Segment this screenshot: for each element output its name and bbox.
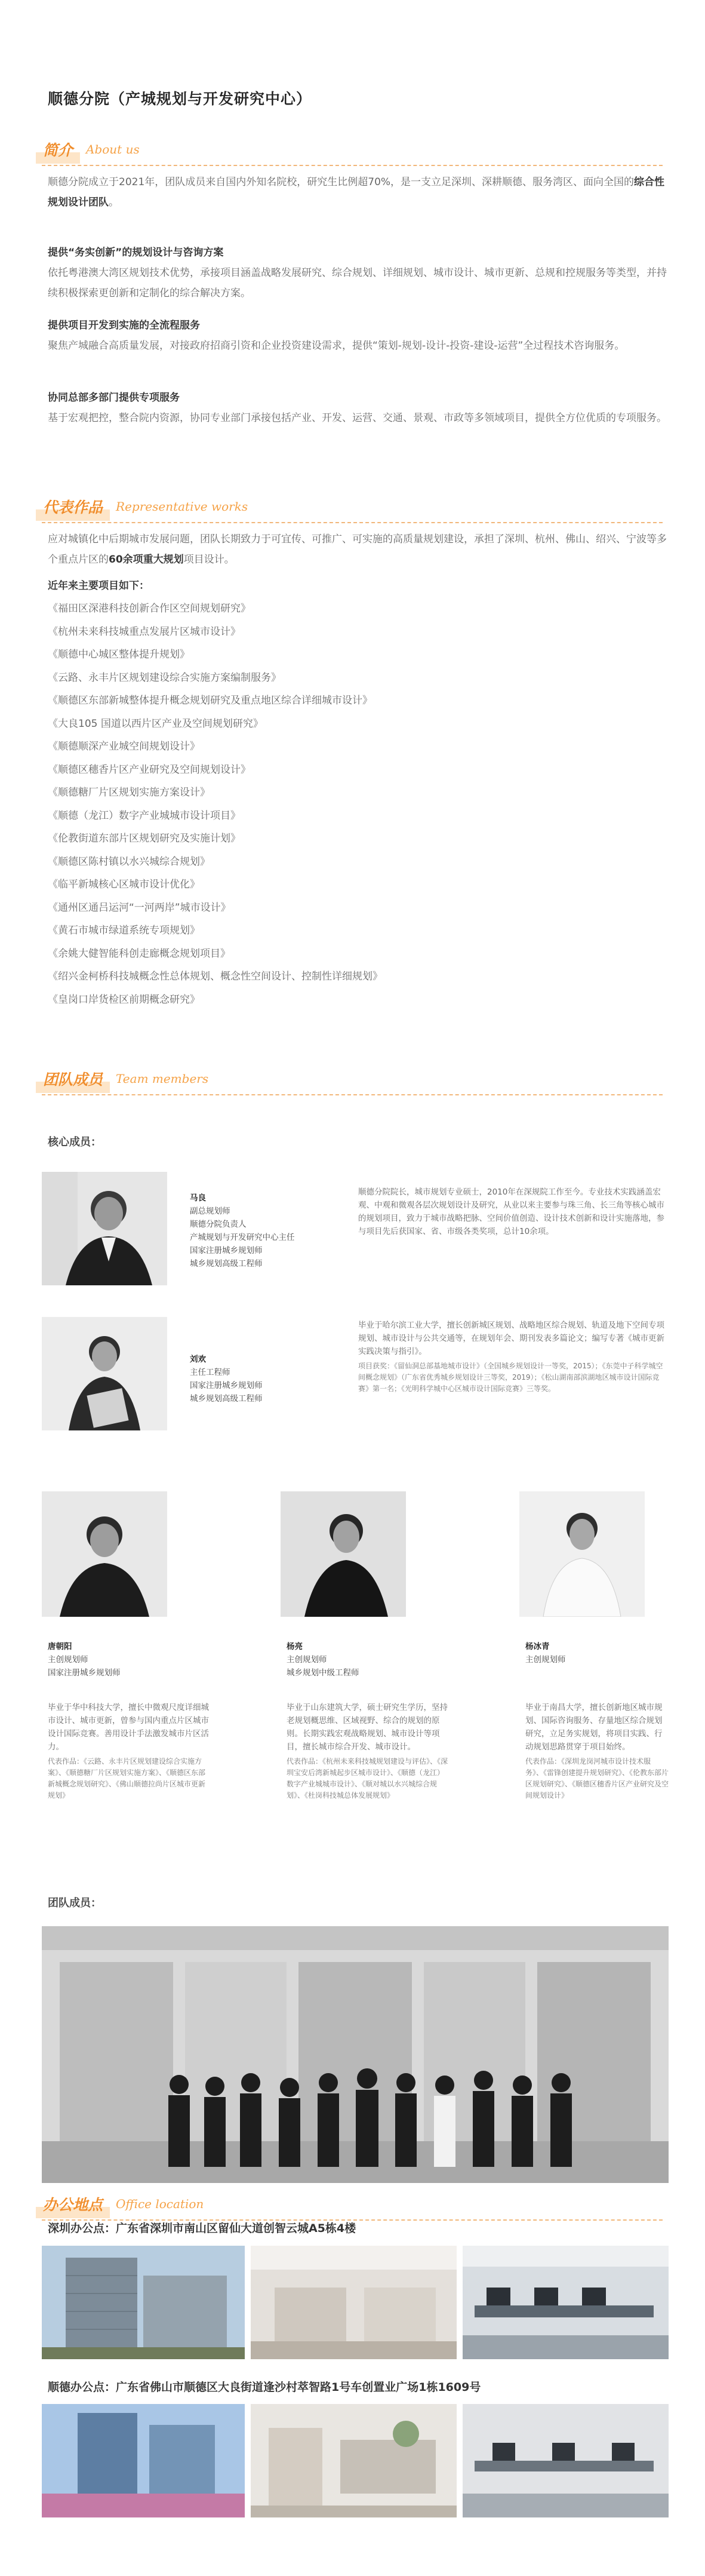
divider <box>42 522 663 523</box>
works-bold: 60余项重大规划 <box>109 554 184 566</box>
divider <box>42 1094 663 1095</box>
work-item: 《大良105 国道以西片区产业及空间规划研究》 <box>48 717 263 730</box>
member-role: 顺德分院负责人 <box>190 1220 247 1229</box>
member-role: 主创规划师 <box>48 1655 88 1665</box>
member-photo <box>281 1491 406 1617</box>
person-photo-icon <box>42 1317 167 1430</box>
person-photo-icon <box>281 1491 406 1617</box>
person-photo-icon <box>519 1491 645 1617</box>
office-interior-icon <box>251 2246 457 2359</box>
member-bio-text: 毕业于哈尔滨工业大学，擅长创新城区规划、战略地区综合规划、轨道及地下空间专项规划、城市设计与公共交通等，在规划年会、期刊发表多篇论文；编写专著《城市更新实践决策与指引》。 <box>358 1321 664 1356</box>
member-role: 城乡规划高级工程师 <box>190 1394 263 1404</box>
member-bio-text: 毕业于山东建筑大学，硕士研究生学历，坚持老规划概思维、区域视野、综合的规划的原则。长期实践宏观战略规划、城市设计等项目，擅长城市综合开发、城市设计。 <box>287 1703 448 1752</box>
member-role: 产城规划与开发研究中心主任 <box>190 1233 295 1242</box>
member-info <box>287 1640 454 1680</box>
member-bio <box>48 1701 209 1801</box>
work-item: 《顺德糖厂片区规划实施方案设计》 <box>48 787 210 799</box>
team-title-cn: 团队成员 <box>36 1068 110 1093</box>
member-photo <box>42 1172 167 1285</box>
member-role: 城乡规划中级工程师 <box>287 1668 359 1678</box>
work-item: 《云路、永丰片区规划建设综合实施方案编制服务》 <box>48 671 281 684</box>
core-members-label: 核心成员： <box>48 1136 101 1149</box>
intro-paragraph-2: 依托粤港澳大湾区规划技术优势，承接项目涵盖战略发展研究、综合规划、详细规划、城市设计、城市更新、总规和控规服务等类型，并持续积极探索更创新和定制化的综合解决方案。 <box>48 267 667 299</box>
member-photo <box>42 1491 167 1617</box>
building-photo-icon <box>42 2404 245 2517</box>
office-section-header <box>36 2193 663 2218</box>
office-photo <box>251 2404 457 2517</box>
works-end: 项目设计。 <box>183 554 235 566</box>
works-section-header <box>36 496 663 521</box>
shunde-office-address: 顺德办公点：广东省佛山市顺德区大良街道逢沙村萃智路1号车创置业广场1栋1609号 <box>48 2381 481 2394</box>
group-photo <box>42 1926 669 2183</box>
member-name: 马良 <box>190 1193 206 1203</box>
work-item: 《余姚大健智能科创走廊概念规划项目》 <box>48 947 230 960</box>
member-role: 城乡规划高级工程师 <box>190 1259 263 1269</box>
office-photo <box>42 2404 245 2517</box>
team-group-photo-icon <box>42 1926 669 2183</box>
work-item: 《顺德区穗香片区产业研究及空间规划设计》 <box>48 763 251 776</box>
member-role: 主创规划师 <box>525 1655 566 1665</box>
intro-title-en: About us <box>86 142 140 156</box>
person-photo-icon <box>42 1172 167 1285</box>
work-item: 《福田区深港科技创新合作区空间规划研究》 <box>48 603 251 615</box>
intro-p1-bold: 综合性规划设计团队 <box>48 176 665 208</box>
work-item: 《顺德顺深产业城空间规划设计》 <box>48 741 200 753</box>
member-bio <box>525 1701 669 1801</box>
office-photo <box>251 2246 457 2359</box>
member-name: 刘欢 <box>190 1355 206 1364</box>
page-title: 顺德分院（产城规划与开发研究中心） <box>48 90 312 108</box>
member-bio-text: 顺德分院院长，城市规划专业硕士，2010年在深规院工作至今。专业技术实践涵盖宏观、中观和微观各层次规划设计及研究，从业以来主要参与珠三角、长三角等核心城市的规划项目，致力于城市战略把脉、空间价值创造、设计技术创新和设计实施落地，参与项目先后获国家、省、市级各类奖项，总计10余项。 <box>358 1187 664 1236</box>
work-item: 《伦教街道东部片区规划研究及实施计划》 <box>48 833 241 845</box>
intro-heading-1: 提供“务实创新”的规划设计与咨询方案 <box>48 247 224 259</box>
works-title-cn: 代表作品 <box>36 496 110 521</box>
intro-p1-text: 顺德分院成立于2021年，团队成员来自国内外知名院校，研究生比例超70%，是一支立足深圳、深耕顺德、服务湾区、面向全国的 <box>48 176 635 188</box>
building-photo-icon <box>42 2246 245 2359</box>
member-info <box>48 1640 215 1680</box>
member-bio-text: 毕业于南昌大学，擅长创新地区城市规划、国际咨询服务、存量地区综合规划研究，立足务实规划，将项目实践、行动规划思路贯穿于项目始终。 <box>525 1703 663 1752</box>
member-bio <box>358 1186 669 1238</box>
team-members-label: 团队成员： <box>48 1897 101 1909</box>
office-photo <box>463 2404 669 2517</box>
works-recent-label: 近年来主要项目如下： <box>48 580 149 592</box>
work-item: 《临平新城核心区城市设计优化》 <box>48 879 200 891</box>
member-role: 国家注册城乡规划师 <box>190 1246 263 1255</box>
work-item: 《顺德区东部新城整体提升概念规划研究及重点地区综合详细城市设计》 <box>48 695 372 707</box>
member-role: 副总规划师 <box>190 1206 230 1216</box>
work-item: 《顺德（龙江）数字产业城城市设计项目》 <box>48 809 241 822</box>
member-role: 国家注册城乡规划师 <box>48 1668 121 1678</box>
office-title-en: Office location <box>116 2197 204 2211</box>
work-item: 《顺德区陈村镇以水兴城综合规划》 <box>48 855 210 868</box>
works-title-en: Representative works <box>116 499 248 514</box>
team-title-en: Team members <box>116 1071 209 1086</box>
work-item: 《绍兴金柯桥科技城概念性总体规划、概念性空间设计、控制性详细规划》 <box>48 971 383 982</box>
member-role: 主创规划师 <box>287 1655 327 1665</box>
member-bio <box>287 1701 448 1801</box>
shenzhen-office-address: 深圳办公点：广东省深圳市南山区留仙大道创智云城A5栋4楼 <box>48 2222 356 2235</box>
works-list <box>48 597 645 1011</box>
intro-title-cn: 简介 <box>36 139 80 164</box>
member-bio-works: 代表作品：《云路、永丰片区规划建设综合实施方案》、《顺德糖厂片区规划实施方案》、《顺德区东部新城概念规划研究》、《佛山顺德拉尚片区城市更新规划》 <box>48 1757 206 1800</box>
office-photo <box>463 2246 669 2359</box>
work-item: 《皇岗口岸货检区前期概念研究》 <box>48 993 200 1006</box>
member-role: 国家注册城乡规划师 <box>190 1381 263 1390</box>
office-workspace-icon <box>463 2246 669 2359</box>
work-item: 《黄石市城市绿道系统专项规划》 <box>48 925 200 937</box>
member-bio <box>358 1319 669 1395</box>
work-item: 《通州区通吕运河“一河两岸”城市设计》 <box>48 901 231 914</box>
member-info <box>525 1640 669 1666</box>
intro-p1-end: 。 <box>109 196 119 208</box>
team-section-header <box>36 1068 663 1093</box>
work-item: 《杭州未来科技城重点发展片区城市设计》 <box>48 625 241 638</box>
office-workspace-icon <box>463 2404 669 2517</box>
divider <box>42 165 663 166</box>
member-info <box>190 1353 321 1405</box>
intro-paragraph-3: 聚焦产城融合高质量发展，对接政府招商引资和企业投资建设需求，提供“策划-规划-设计-投资-建设-运营”全过程技术咨询服务。 <box>48 340 625 352</box>
member-bio-works: 代表作品：《杭州未来科技城规划建设与评估》、《深圳宝安后湾新城起步区城市设计》、《顺德（龙江）数字产业城城市设计》、《顺对城以水兴城综合规划》、《杜岗科技城总体发展规划》 <box>287 1757 448 1800</box>
intro-paragraph-4: 基于宏观把控，整合院内资源，协同专业部门承接包括产业、开发、运营、交通、景观、市政等多领域项目，提供全方位优质的专项服务。 <box>48 412 667 424</box>
intro-heading-2: 提供项目开发到实施的全流程服务 <box>48 320 200 331</box>
intro-paragraph <box>48 172 669 213</box>
member-role: 主任工程师 <box>190 1368 230 1377</box>
work-item: 《顺德中心城区整体提升规划》 <box>48 649 190 661</box>
member-bio-text: 毕业于华中科技大学，擅长中微观尺度详细城市设计、城市更新，曾参与国内重点片区城市设计国际竞赛。善用设计手法激发城市片区活力。 <box>48 1703 209 1752</box>
member-photo <box>42 1317 167 1430</box>
member-name: 唐朝阳 <box>48 1642 72 1651</box>
works-paragraph <box>48 529 669 570</box>
person-photo-icon <box>42 1491 167 1617</box>
intro-heading-3: 协同总部多部门提供专项服务 <box>48 392 180 404</box>
intro-section-header <box>36 139 663 164</box>
office-title-cn: 办公地点 <box>36 2193 110 2218</box>
works-text: 应对城镇化中后期城市发展问题，团队长期致力于可宜传、可推广、可实施的高质量规划建设，承担了深圳、杭州、佛山、绍兴、宁波等多个重点片区的 <box>48 533 667 566</box>
member-name: 杨亮 <box>287 1642 303 1651</box>
office-photo <box>42 2246 245 2359</box>
office-interior-icon <box>251 2404 457 2517</box>
member-bio-works: 代表作品：《深圳龙岗河城市设计技术服务》、《雷锋创建提升规划研究》、《伦教东部片区规划研究》、《顺德区穗香片区产业研究及空间规划设计》 <box>525 1757 669 1800</box>
member-info <box>190 1192 321 1270</box>
member-photo <box>519 1491 645 1617</box>
member-name: 杨冰青 <box>525 1642 550 1651</box>
member-bio-awards: 项目获奖：《留仙洞总部基地城市设计》（全国城乡规划设计一等奖，2015）；《东莞中子科学城空间概念规划》（广东省优秀城乡规划设计三等奖，2019）；《松山湖南部滨湖地区城市设计国际竞赛》第一名；《光明科学城中心区城市设计国际竞赛》三等奖。 <box>358 1362 663 1393</box>
